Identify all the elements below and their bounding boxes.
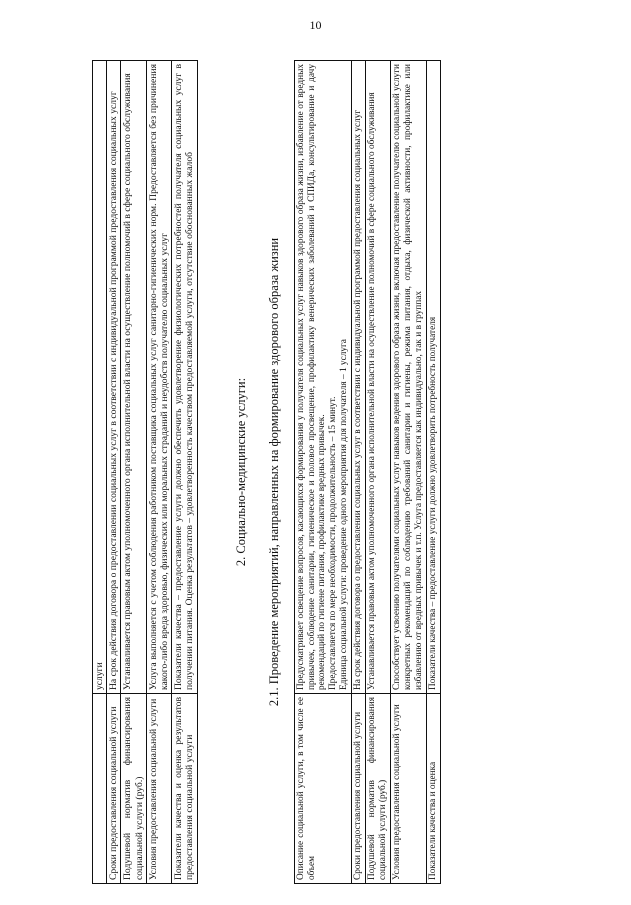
description-paragraph: Предоставляется по мере необходимости, продолжительность – 15 минут. (328, 396, 339, 690)
row-value: Показатели качества – предоставление услуги должно обеспечить удовлетворение физиологических потребностей получателя социальных услуг в получении питания. Оценка результатов – удовлетворенность качеством предоставляемой услуги, отсутствие обоснованных жалоб (172, 61, 197, 694)
row-value: Устанавливается правовым актом уполномоченного органа исполнительной власти на осуществление полномочий в сфере социального обслуживания (121, 61, 146, 694)
table-row (366, 61, 391, 884)
table-row (426, 61, 440, 884)
row-label: Условия предоставления социальной услуги (390, 694, 426, 884)
row-label: Условия предоставления социальной услуги (146, 694, 171, 884)
row-value: Услуга выполняется с учетом соблюдения работником поставщика социальных услуг санитарно-гигиенических норм. Предоставляется без причинения какого-либо вреда здоровью, физических или моральных страданий и неудобств получателю социальных услуг (146, 61, 171, 694)
row-value (294, 61, 352, 694)
description-paragraph: Единица социальной услуги: проведение одного мероприятия для получателя – 1 услуга (339, 339, 350, 690)
table-row (121, 61, 146, 884)
description-paragraph: Предусматривает освещение вопросов, касающихся формирования у получателя социальных услуг навыков здорового образа жизни, избавление от вредных привычек, соблюдение санитарии, гигиеническое и половое просвещение, профилактику венерических заболеваний и СПИДа, консультирование и дачу рекомендаций по гигиене питания, профилактике вредных привычек. (295, 64, 328, 690)
row-label: Подушевой норматив финансирования социальной услуги (руб.) (121, 694, 146, 884)
table-row (352, 61, 366, 884)
table-row (294, 61, 352, 884)
subsection-title: 2.1. Проведение мероприятий, направленных на формирование здорового образа жизни (266, 237, 281, 707)
row-text: Устанавливается правовым актом уполномоченного органа исполнительной власти на осуществление полномочий в сфере социального обслуживания (367, 92, 378, 690)
service-table-2 (294, 60, 441, 884)
table-row (172, 61, 197, 884)
table-row (146, 61, 171, 884)
page-number: 10 (309, 18, 322, 32)
row-value: На срок действия договора о предоставлении социальных услуг в соответствии с индивидуальной программой предоставления социальных услуг (107, 61, 121, 694)
section-title: 2. Социально-медицинские услуги: (233, 377, 248, 567)
row-label: Сроки предоставления социальной услуги (352, 694, 366, 884)
row-value (352, 61, 366, 694)
table-row (93, 61, 107, 884)
row-value (366, 61, 391, 694)
rotated-content (78, 60, 598, 884)
row-text: На срок действия договора о предоставлении социальных услуг в соответствии с индивидуальной программой предоставления социальных услуг (353, 109, 364, 690)
row-text: Способствует усвоению получателями социальных услуг навыков ведения здорового образа жизни, включая предоставление получателю социальной услуги конкретных рекомендаций по соблюдению требований санитарии и гигиены, режима питания, отдыха, физической активности, профилактике или избавлению от вредных привычек и т.п. Услуга предоставляется как индивидуально, так и в группах (391, 64, 424, 690)
table-row (107, 61, 121, 884)
table-row (390, 61, 426, 884)
row-value (390, 61, 426, 694)
row-label: Подушевой норматив финансирования социальной услуги (руб.) (366, 694, 391, 884)
row-label: Показатели качества и оценка (426, 694, 440, 884)
row-value: услуги (93, 61, 107, 694)
row-text: Показатели качества – предоставление услуги должно удовлетворить потребность получателя (427, 316, 438, 690)
service-table-1 (92, 60, 198, 884)
row-label: Показатели качества и оценка результатов предоставления социальной услуги (172, 694, 197, 884)
row-value (426, 61, 440, 694)
row-label: Сроки предоставления социальной услуги (107, 694, 121, 884)
row-label (93, 694, 107, 884)
row-label: Описание социальной услуги, в том числе ее объем (294, 694, 352, 884)
